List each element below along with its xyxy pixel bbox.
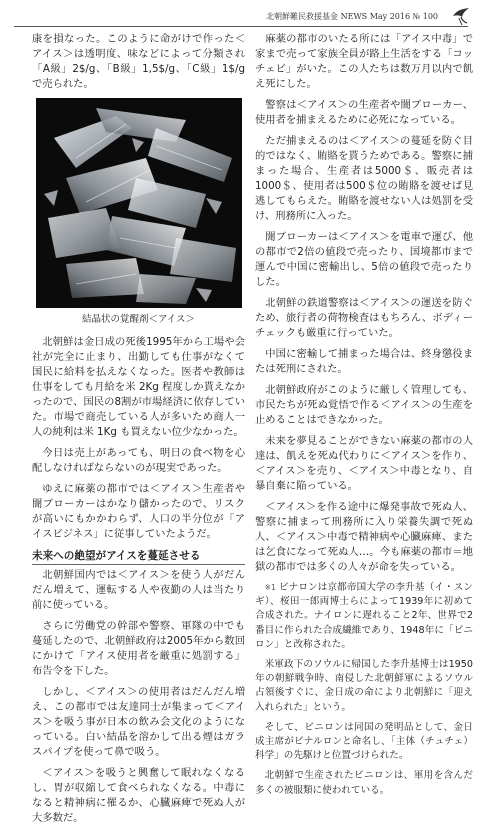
right-paragraph: 麻薬の都市のいたる所には「アイス中毒」で家まで売って家族全員が路上生活をする「コッチェビ」がいた。この人たちは数万月以内で飢え死にした。 xyxy=(255,33,473,90)
section-paragraph: しかし、＜アイス＞の使用者はだんだん増え、この都市では友達同士が集まって＜アイス＞を吸う事が日本の飲み会文化のようになっている。白い結晶を溶かして出る煙はガラスパイプを使って鼻で吸う。 xyxy=(32,686,245,758)
section-heading: 未来への絶望がアイスを蔓延させる xyxy=(32,548,245,565)
right-paragraph: 北朝鮮政府がこのように厳しく管理しても、市民たちが死ぬ覚悟で作る＜アイス＞の生産を止めることはできなかった。 xyxy=(255,384,473,426)
footnote-paragraph: 米軍政下のソウルに帰国した李升基博士は1950年の朝鮮戦争時、南侵した北朝鮮軍によるソウル占領後すぐに、金日成の命により北朝鮮に「迎え入れられた」という。 xyxy=(255,659,473,713)
left-paragraph: ゆえに麻薬の都市では＜アイス＞生産者や闇ブローカーはかなり儲かったので、リスクが高いにもかかわらず、人口の半分位が「アイスビジネス」に従事していたようだ。 xyxy=(32,483,245,540)
right-paragraph: 中国に密輸して捕まった場合は、終身懲役または死刑にされた。 xyxy=(255,348,473,375)
right-column xyxy=(255,32,473,804)
left-top-paragraph: 康を損なった。このように命がけで作った＜アイス＞は透明度、味などによって分類され「A級」2$/g、「B級」1,5$/g、「C級」1$/gで売られた。 xyxy=(32,33,245,90)
right-paragraph: ＜アイス＞を作る途中に爆発事故で死ぬ人、警察に捕まって刑務所に入り栄養失調で死ぬ人、＜アイス＞中毒で精神病や心臓麻痺、または乞食になって死ぬ人…。今も麻薬の都市＝地獄の都市では多くの人々が命を失っている。 xyxy=(255,501,473,573)
section-paragraph: さらに労働党の幹部や警察、軍隊の中でも蔓延したので、北朝鮮政府は2005年から数回にかけて「アイス使用者を厳重に処罰する」布告令を下した。 xyxy=(32,620,245,677)
newsletter-header: 北朝鮮難民救援基金 NEWS May 2016 № 100 xyxy=(266,12,438,21)
right-paragraph: 警察は＜アイス＞の生産者や闇ブローカー、使用者を捕まえるために必死になっている。 xyxy=(255,99,473,126)
left-paragraph: 今日は売上があっても、明日の食べ物を心配しなければならないのが現実であった。 xyxy=(32,447,245,474)
footnote-paragraph: 北朝鮮で生産されたビニロンは、軍用を含んだ多くの被服類に使われている。 xyxy=(255,770,473,796)
page-header xyxy=(0,0,494,30)
ice-crystal-photo xyxy=(36,98,242,308)
right-paragraph: 未来を夢見ることができない麻薬の都市の人達は、飢えを死ぬ代わりに＜アイス＞を作り、＜アイス＞を売り、＜アイス＞中毒となり、自暴自棄に陥っている。 xyxy=(255,435,473,492)
section-paragraph: ＜アイス＞を吸うと興奮して眠れなくなるし、胃が収縮して食べられなくなる。中毒になると精神病に罹るか、心臓麻痺で死ぬ人が大多数だ。 xyxy=(32,767,245,824)
footnote-paragraph xyxy=(255,581,473,652)
footnote-text: ビナロンは京都帝国大学の李升基（イ・スンギ）、桜田一郎両博士らによって1939年に初めて合成された。ナイロンに遅れること2年、世界で2番目に作られた合成繊維であり、1948年に「ビニロン」と改称された。 xyxy=(255,582,474,650)
footnote-mark: ※1 xyxy=(264,583,276,592)
section-paragraph: 北朝鮮国内では＜アイス＞を使う人がだんだん増えて、運転する人や夜勤の人は当たり前に使っている。 xyxy=(32,569,245,611)
photo-caption: 結晶状の覚醒剤＜アイス＞ xyxy=(81,314,196,325)
right-paragraph: ただ捕まえるのは＜アイス＞の蔓延を防ぐ目的ではなく、賄賂を貰うためである。警察に捕まった場合、生産者は5000＄、販売者は1000＄、使用者は500＄位の賄賂を渡せば見逃してもらえた。賄賂を渡せない人は処罰を受け、刑務所に入った。 xyxy=(255,135,473,222)
left-column xyxy=(32,32,245,832)
header-rule xyxy=(14,26,468,27)
crystal-image xyxy=(36,98,242,308)
footnote-paragraph: そして、ビニロンは同国の発明品として、金日成主席がビナルロンと命名し、「主体（チュチェ）科学」の先駆けと位置づけられた。 xyxy=(255,721,473,762)
footnote-block xyxy=(255,581,473,798)
left-paragraph: 北朝鮮は金日成の死後1995年から工場や会社が完全に止まり、出勤しても仕事がなくて国民に給料を払えなくなった。医者や教師は仕事をしても月給を米 2Kg 程度しか貰えなかったので、国民の8割が市場経済に依存していた。市場で商売している人が多いため商人一人の純利は米 1Kg も買えない位少なかった。 xyxy=(32,336,245,438)
bird-logo-icon xyxy=(450,4,472,26)
right-paragraph: 闇ブローカーは＜アイス＞を電車で運び、他の都市で2倍の値段で売ったり、国境都市まで運んで中国に密輸出し、5倍の値段で売ったりした。 xyxy=(255,231,473,288)
right-paragraph: 北朝鮮の鉄道警察は＜アイス＞の運送を防ぐため、旅行者の荷物検査はもちろん、ボディーチェックも厳重に行っていた。 xyxy=(255,297,473,339)
